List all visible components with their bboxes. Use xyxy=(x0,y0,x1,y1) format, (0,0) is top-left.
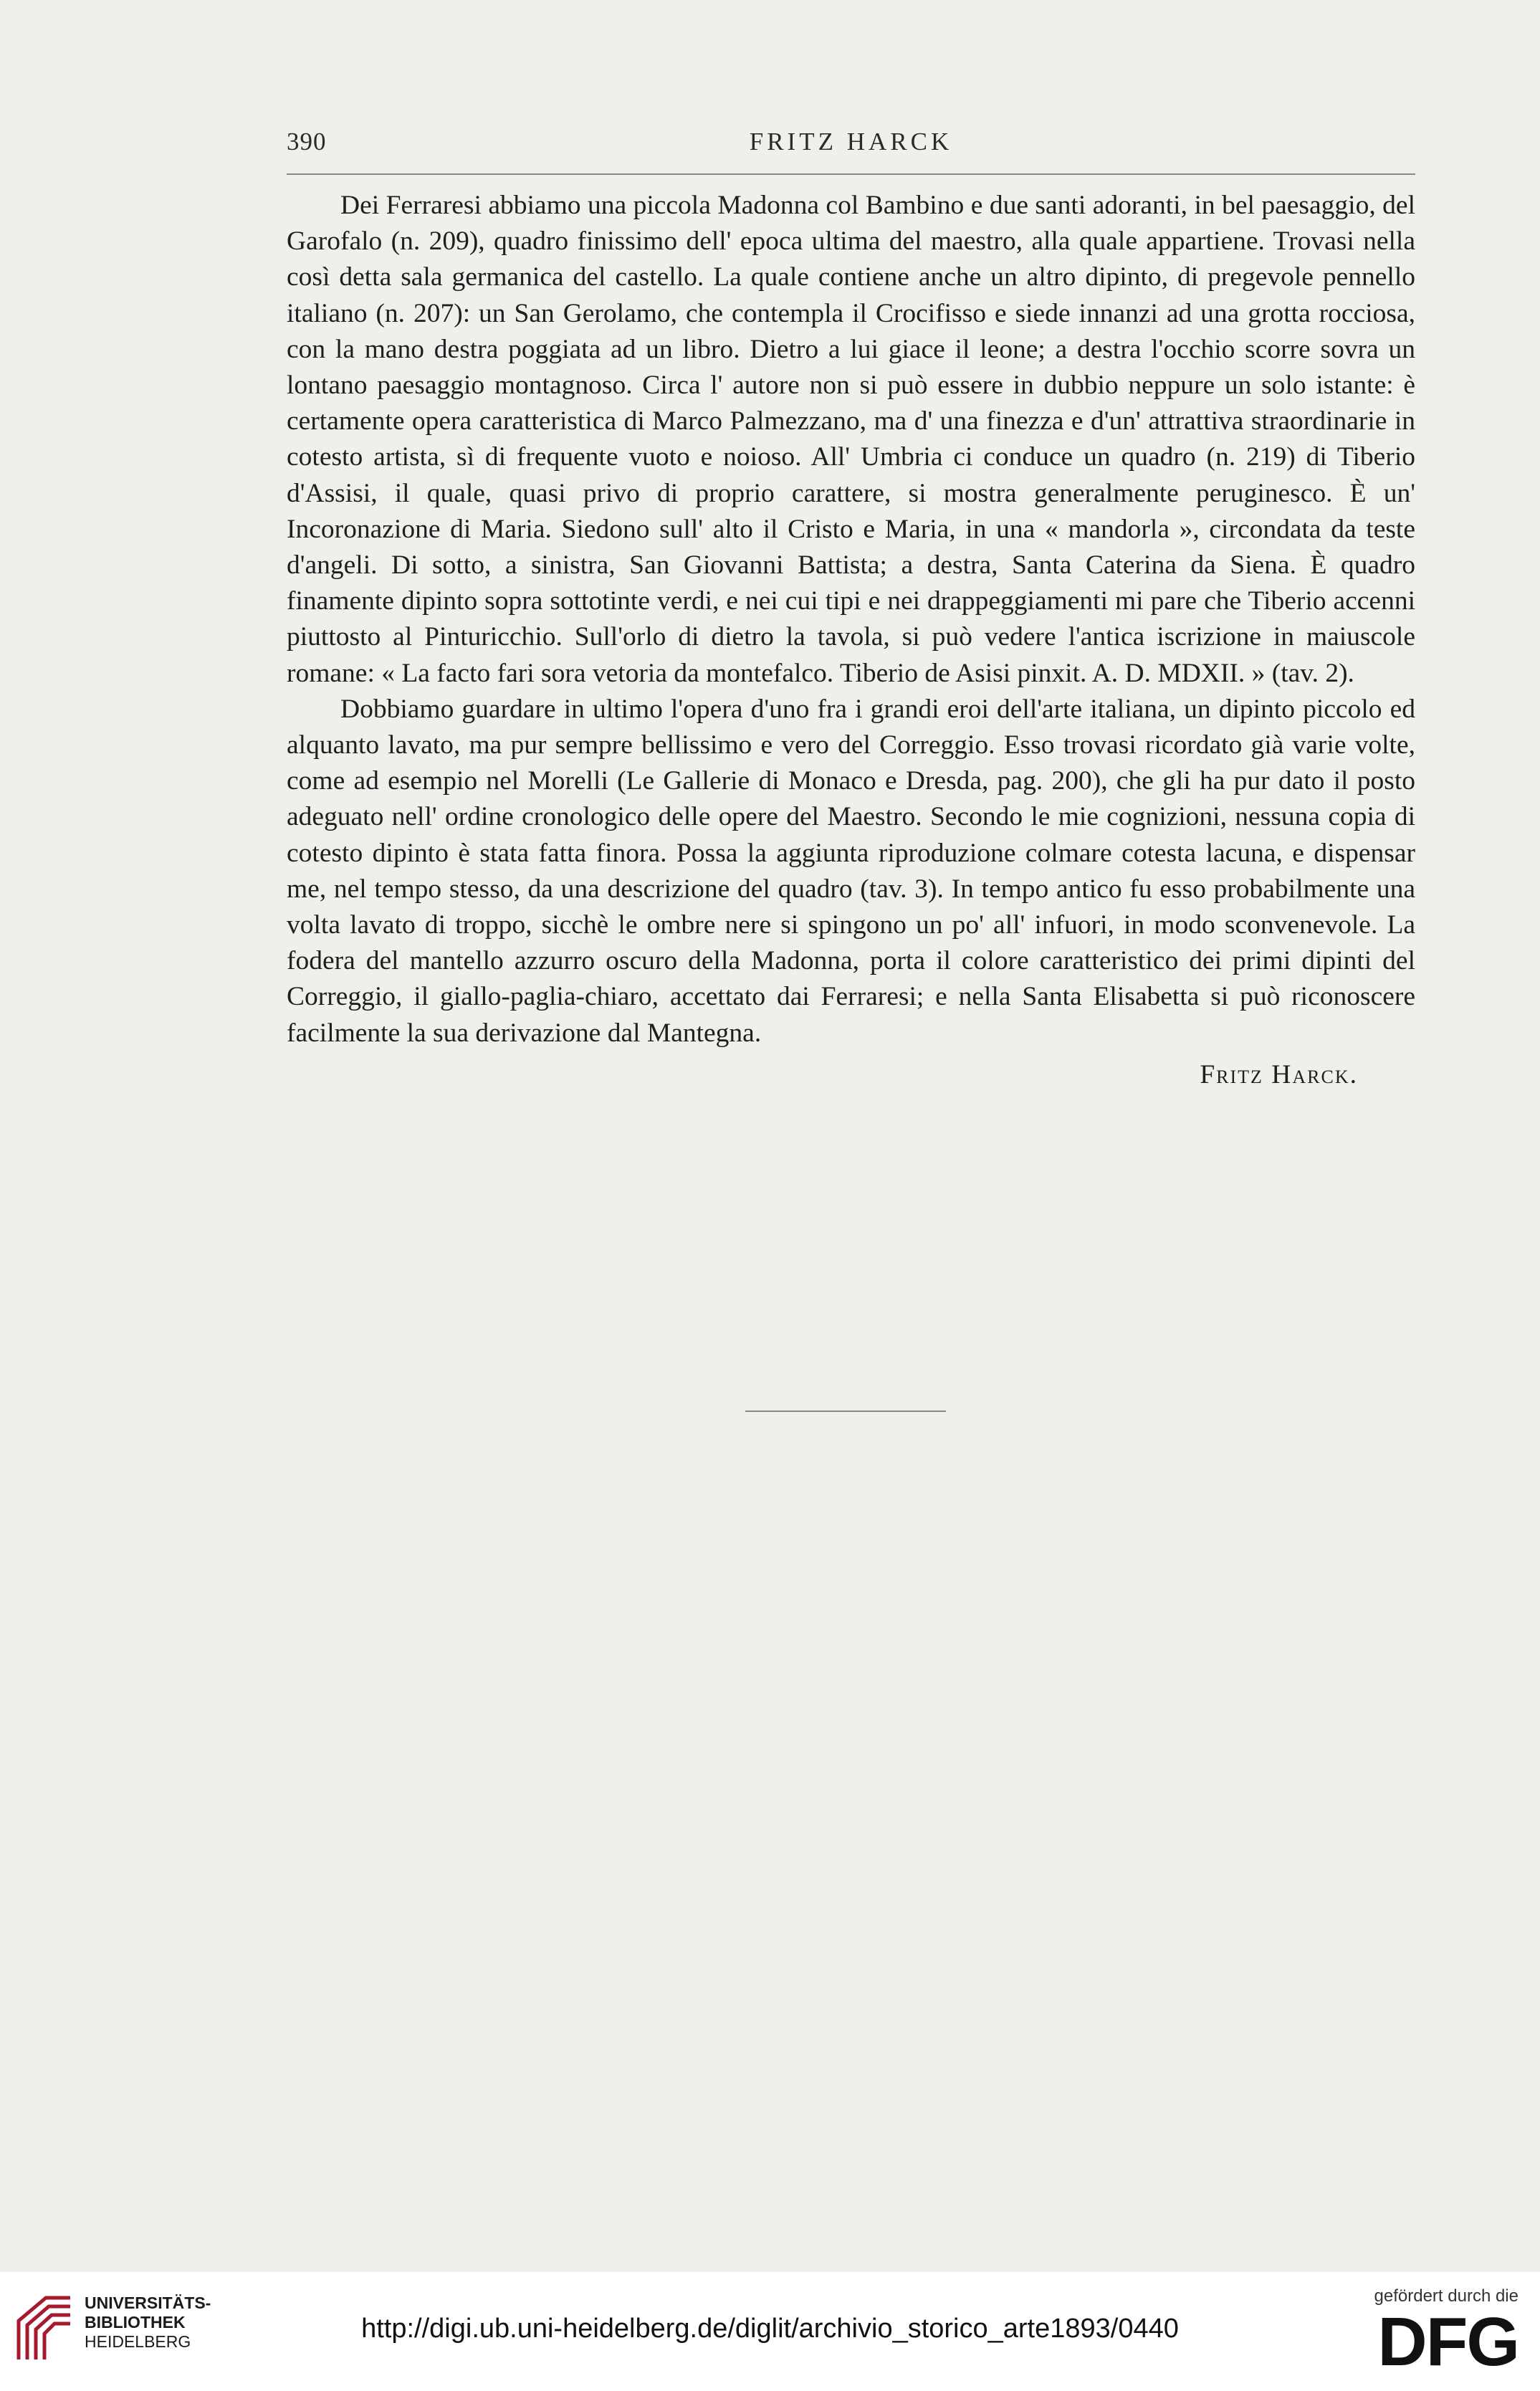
dfg-logo-icon: DFG xyxy=(1377,2304,1519,2380)
paragraph-1: Dei Ferraresi abbiamo una piccola Madonna col Bambino e due santi adoranti, in bel paesaggio, del Garofalo (n. 209), quadro finissimo dell' epoca ultima del maestro, alla quale appartiene. Trovasi nella così detta sala germanica del castello. La quale contiene anche un altro dipinto, di pregevole pennello italiano (n. 207): un San Gerolamo, che contempla il Crocifisso e siede innanzi ad una grotta rocciosa, con la mano destra poggiata ad un libro. Dietro a lui giace il leone; a destra l'occhio scorre sovra un lontano paesaggio montagnoso. Circa l' autore non si può essere in dubbio neppure un solo istante: è certamente opera caratteristica di Marco Palmezzano, ma d' una finezza e d'un' attrattiva straordinarie in cotesto artista, sì di frequente vuoto e noioso. All' Umbria ci conduce un quadro (n. 219) di Tiberio d'Assisi, il quale, quasi privo di proprio carattere, si mostra generalmente peruginesco. È un' Incoronazione di Maria. Siedono sull' alto il Cristo e Maria, in una « mandorla », circondata da teste d'angeli. Di sotto, a sinistra, San Giovanni Battista; a destra, Santa Caterina da Siena. È quadro finamente dipinto sopra sottotinte verdi, e nei cui tipi e nei drappeggiamenti mi pare che Tiberio accenni piuttosto al Pinturicchio. Sull'orlo di dietro la tavola, si può vedere l'antica iscrizione in maiuscole romane: « La facto fari sora vetoria da montefalco. Tiberio de Asisi pinxit. A. D. MDXII. » (tav. 2). xyxy=(287,191,1415,688)
author-signature: Fritz Harck. xyxy=(1200,1059,1358,1089)
article-body xyxy=(287,188,1415,1093)
header-rule xyxy=(287,173,1415,175)
funder-block xyxy=(1354,2286,1519,2378)
running-head xyxy=(287,128,1415,163)
footer-bar xyxy=(0,2272,1540,2391)
library-name-line-3: HEIDELBERG xyxy=(85,2332,191,2351)
running-title: FRITZ HARCK xyxy=(749,128,953,156)
paragraph-2: Dobbiamo guardare in ultimo l'opera d'uno fra i grandi eroi dell'arte italiana, un dipinto piccolo ed alquanto lavato, ma pur sempre bellissimo e vero del Correggio. Esso trovasi ricordato già varie volte, come ad esempio nel Morelli (Le Gallerie di Monaco e Dresda, pag. 200), che gli ha pur dato il posto adeguato nell' ordine cronologico delle opere del Maestro. Secondo le mie cognizioni, nessuna copia di cotesto dipinto è stata fatta finora. Possa la aggiunta riproduzione colmare cotesta lacuna, e dispensar me, nel tempo stesso, da una descrizione del quadro (tav. 3). In tempo antico fu esso probabilmente una volta lavato di troppo, sicchè le ombre nere si spingono un po' all' infuori, in modo sconvenevole. La fodera del mantello azzurro oscuro della Madonna, porta il colore caratteristico dei primi dipinti del Correggio, il giallo-paglia-chiaro, accettato dai Ferraresi; e nella Santa Elisabetta si può riconoscere facilmente la sua derivazione dal Mantegna. xyxy=(287,694,1415,1048)
source-url-link[interactable]: http://digi.ub.uni-heidelberg.de/diglit/archivio_storico_arte1893/0440 xyxy=(361,2314,1179,2344)
library-name-line-2: BIBLIOTHEK xyxy=(85,2313,186,2332)
funded-by-label: gefördert durch die xyxy=(1374,2286,1519,2306)
page-number: 390 xyxy=(287,128,327,156)
end-rule xyxy=(745,1411,946,1412)
library-name-line-1: UNIVERSITÄTS- xyxy=(85,2294,211,2312)
